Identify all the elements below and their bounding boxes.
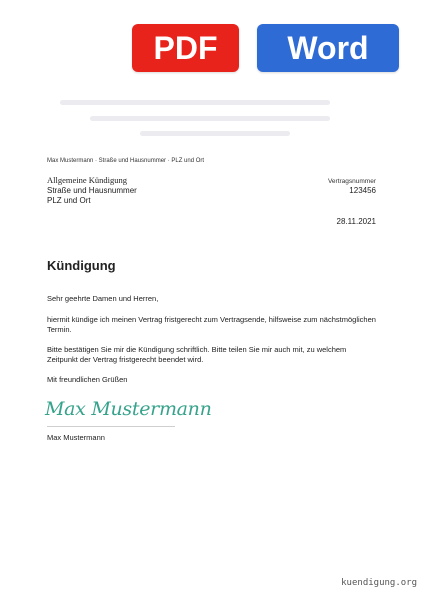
signer-name: Max Mustermann	[47, 433, 105, 442]
handwritten-signature: Max Mustermann	[45, 398, 212, 420]
signature-line	[47, 426, 175, 427]
sender-line: Max Mustermann · Straße und Hausnummer · PLZ und Ort	[47, 158, 205, 164]
letter-title: Kündigung	[47, 258, 116, 273]
recipient-name: Allgemeine Kündigung	[47, 175, 128, 185]
site-watermark: kuendigung.org	[341, 578, 417, 588]
letter-date: 28.11.2021	[336, 217, 376, 226]
word-download-button[interactable]: Word	[257, 24, 399, 72]
blurred-line	[140, 131, 290, 136]
closing: Mit freundlichen Grüßen	[47, 375, 128, 384]
greeting: Sehr geehrte Damen und Herren,	[47, 294, 159, 303]
recipient-street: Straße und Hausnummer	[47, 186, 137, 195]
body-paragraph-1: hiermit kündige ich meinen Vertrag fristgerecht zum Vertragsende, hilfsweise zum nächstmöglichen Termin.	[47, 315, 376, 334]
blurred-line	[90, 116, 330, 121]
pdf-download-button[interactable]: PDF	[132, 24, 239, 72]
body-paragraph-2: Bitte bestätigen Sie mir die Kündigung schriftlich. Bitte teilen Sie mir auch mit, zu welchem Zeitpunkt der Vertrag fristgerecht beendet wird.	[47, 345, 347, 364]
contract-number-value: 123456	[349, 186, 376, 195]
blurred-line	[60, 100, 330, 105]
recipient-city: PLZ und Ort	[47, 196, 91, 205]
contract-number-label: Vertragsnummer	[327, 178, 376, 185]
